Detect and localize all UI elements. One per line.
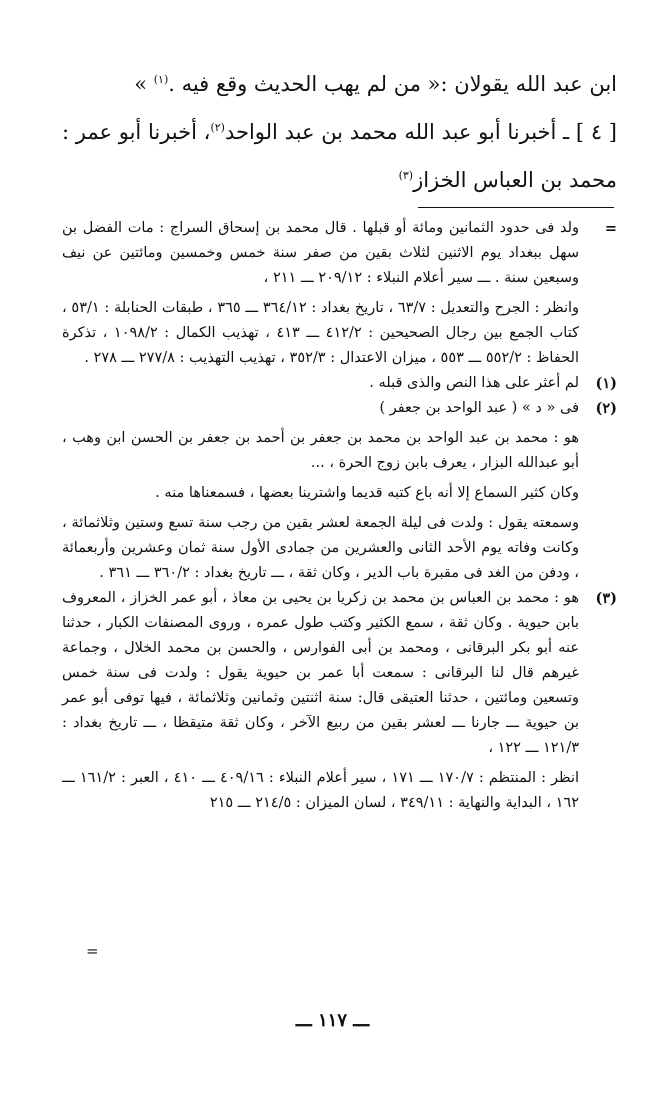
footnote-paragraph: وسمعته يقول : ولدت فى ليلة الجمعة لعشر بقين من رجب سنة تسع وستين وثلاثمائة ، وكانت وفاته يوم الأحد الثانى والعشرين من جمادى الأول سنة ثمان وعشرين وأربعمائة ، ودفن من الغد فى مقبرة باب الدير ، وكان ثقة ، ـــ تاريخ بغداد : ٣٦٠/٢ ـــ ٣٦١ .: [62, 515, 579, 581]
footnote-number: (٢): [595, 400, 617, 417]
footnote-3: [62, 586, 617, 816]
footnote-paragraph: انظر : المنتظم : ١٧٠/٧ ـــ ١٧١ ، سير أعلام النبلاء : ٤٠٩/١٦ ـــ ٤١٠ ، العبر : ١٦١/٢ ـــ ١٦٢ ، البداية والنهاية : ٣٤٩/١١ ، لسان الميزان : ٢١٤/٥ ـــ ٢١٥: [62, 770, 580, 811]
footnote-continued: [62, 216, 617, 371]
footnote-number: (٣): [595, 590, 617, 607]
footnote-paragraph: وكان كثير السماع إلا أنه باع كتبه قديما واشترينا بعضها ، فسمعناها منه .: [155, 485, 579, 501]
continuation-marker-end: =: [86, 942, 99, 960]
footnote-number: (١): [595, 375, 617, 392]
main-text: [62, 58, 617, 202]
continuation-marker: =: [604, 220, 617, 237]
footnote-divider: [418, 207, 614, 208]
footnote-paragraph: وانظر : الجرح والتعديل : ٦٣/٧ ، تاريخ بغداد : ٣٦٤/١٢ ـــ ٣٦٥ ، طبقات الحنابلة : ٥٣/١ ، كتاب الجمع بين رجال الصحيحين : ٤١٢/٢ ـــ ٤١٣ ، تهذيب الكمال : ١٠٩٨/٢ ، تذكرة الحفاظ : ٥٥٢/٢ ـــ ٥٥٣ ، ميزان الاعتدال : ٣٥٢/٣ ، تهذيب التهذيب : ٢٧٧/٨ ـــ ٢٧٨ .: [62, 300, 580, 366]
footnote-ref-2: (٢): [210, 121, 225, 134]
footnote-paragraph: هو : محمد بن العباس بن محمد بن زكريا بن يحيى بن معاذ ، أبو عمر الخزاز ، المعروف بابن حيوية . وكان ثقة ، سمع الكثير وكتب طول عمره ، وروى المصنفات الكبار ، حدثنا عنه أبو بكر البرقانى ، ومحمد بن أبى الفوارس ، والحسن بن محمد الخلال ، وجماعة غيرهم قال لنا البرقانى : سمعت أبا عمر بن حيوية يقول : ولدت فى سنة خمس وتسعين ومائتين ، حدثنا العتيقى قال: سنة اثنتين وثمانين وثلاثمائة ، فيها توفى أبو عمر بن حيوية ـــ جارنا ـــ لعشر بقين من ربيع الآخر ، وكان ثقة متيقظا ، ـــ تاريخ بغداد : ١٢١/٣ ـــ ١٢٢ ،: [62, 590, 579, 756]
main-line-2: [ ٤ ] ـ أخبرنا أبو عبد الله محمد بن عبد الواحد$^{(٢)}$، أخبرنا أبو عمر : محمد بن العباس الخزاز$^{(٣)}$: [62, 120, 617, 192]
footnote-ref-3: (٣): [398, 169, 414, 182]
footnotes: [62, 216, 617, 816]
footnote-1: [62, 371, 617, 396]
footnote-paragraph: فى « د » ( عبد الواحد بن جعفر ): [379, 400, 579, 416]
footnote-paragraph: هو : محمد بن عبد الواحد بن محمد بن جعفر بن أحمد بن جعفر بن الحسن ابن وهب ، أبو عبدالله البزار ، يعرف بابن زوج الحرة ، ...: [62, 430, 579, 471]
footnote-2: [62, 396, 617, 586]
footnote-paragraph: لم أعثر على هذا النص والذى قبله .: [369, 375, 579, 391]
main-line-1: ابن عبد الله يقولان :« من لم يهب الحديث وقع فيه .$^{(١)}$ »: [134, 72, 617, 96]
page-number: ـــ ١١٧ ـــ: [295, 1010, 370, 1031]
footnote-ref-1: (١): [153, 73, 169, 86]
footnote-paragraph: ولد فى حدود الثمانين ومائة أو قبلها . قال محمد بن إسحاق السراج : مات الفضل بن سهل ببغداد يوم الاثنين لثلاث بقين من صفر سنة خمس وخمسين ومائتين عن نيف وسبعين سنة . ـــ سير أعلام النبلاء : ٢٠٩/١٢ ـــ ٢١١ ،: [62, 220, 579, 286]
